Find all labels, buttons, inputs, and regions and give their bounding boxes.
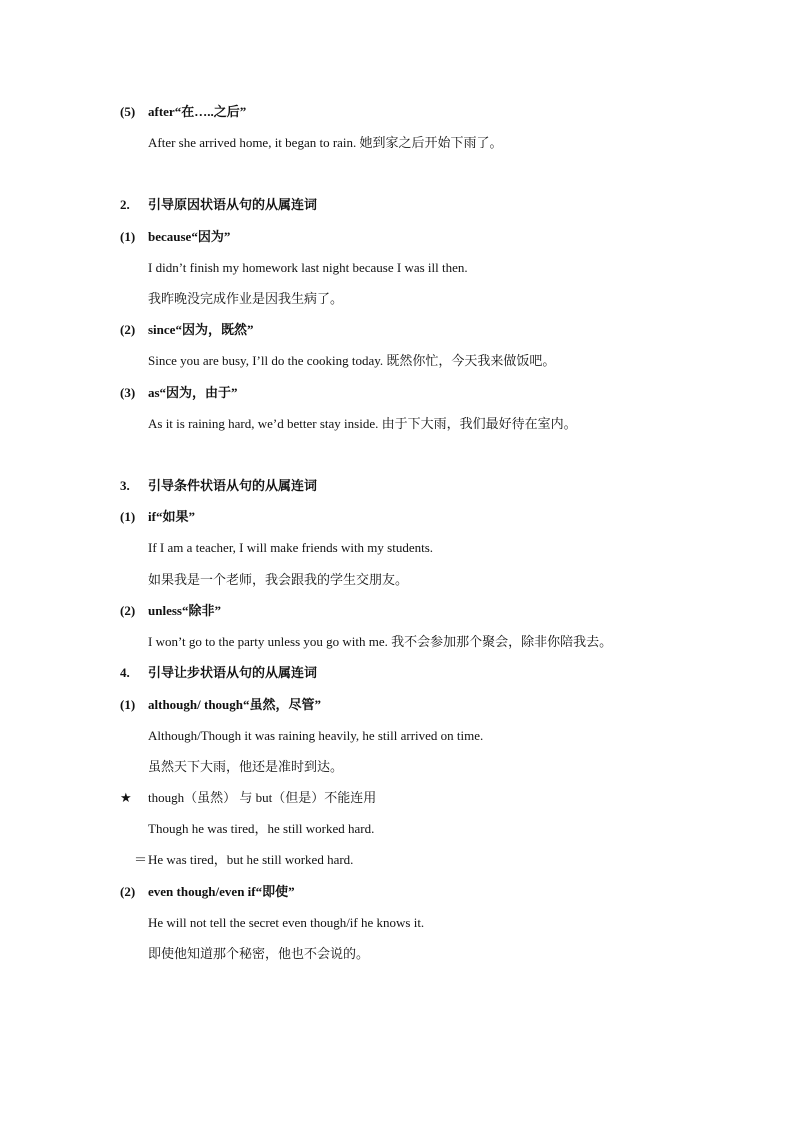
translation-line: 我昨晚没完成作业是因我生病了。 xyxy=(148,291,344,306)
item-number: (1) xyxy=(120,509,136,524)
translation-line: 如果我是一个老师，我会跟我的学生交朋友。 xyxy=(148,572,409,587)
star-icon: ★ xyxy=(120,790,132,805)
example-line: As it is raining hard, we’d better stay inside. 由于下大雨，我们最好待在室内。 xyxy=(148,416,577,431)
example-line: I won’t go to the party unless you go with me. 我不会参加那个聚会，除非你陪我去。 xyxy=(148,634,613,649)
item-number: (5) xyxy=(120,104,136,119)
item-heading: if“如果” xyxy=(148,509,195,524)
example-line: Although/Though it was raining heavily, he still arrived on time. xyxy=(148,728,484,743)
example-line: He was tired，but he still worked hard. xyxy=(148,852,354,867)
item-number: (3) xyxy=(120,385,136,400)
example-line: Since you are busy, I’ll do the cooking today. 既然你忙，今天我来做饭吧。 xyxy=(148,353,556,368)
example-line: After she arrived home, it began to rain. 她到家之后开始下雨了。 xyxy=(148,135,503,150)
item-heading: even though/even if“即使” xyxy=(148,884,295,899)
example-line: I didn’t finish my homework last night because I was ill then. xyxy=(148,260,468,275)
item-number: (1) xyxy=(120,697,136,712)
section-number: 2. xyxy=(120,197,130,212)
item-number: (2) xyxy=(120,884,136,899)
item-heading: as“因为，由于” xyxy=(148,385,238,400)
example-line: Though he was tired，he still worked hard. xyxy=(148,821,375,836)
item-heading: after“在…..之后” xyxy=(148,104,247,119)
section-number: 4. xyxy=(120,665,130,680)
item-number: (1) xyxy=(120,229,136,244)
item-number: (2) xyxy=(120,603,136,618)
item-heading: because“因为” xyxy=(148,229,231,244)
item-number: (2) xyxy=(120,322,136,337)
example-line: If I am a teacher, I will make friends with my students. xyxy=(148,540,434,555)
item-heading: although/ though“虽然，尽管” xyxy=(148,697,322,712)
note-text: though（虽然） 与 but（但是）不能连用 xyxy=(148,790,377,805)
translation-line: 虽然天下大雨，他还是准时到达。 xyxy=(148,759,344,774)
item-heading: since“因为，既然” xyxy=(148,322,254,337)
section-title: 引导让步状语从句的从属连词 xyxy=(148,665,318,680)
section-title: 引导原因状语从句的从属连词 xyxy=(148,197,318,212)
section-number: 3. xyxy=(120,478,130,493)
item-heading: unless“除非” xyxy=(148,603,221,618)
equals-sign: ＝ xyxy=(134,852,148,867)
example-line: He will not tell the secret even though/if he knows it. xyxy=(148,915,425,930)
section-title: 引导条件状语从句的从属连词 xyxy=(148,478,318,493)
translation-line: 即使他知道那个秘密，他也不会说的。 xyxy=(148,946,370,961)
